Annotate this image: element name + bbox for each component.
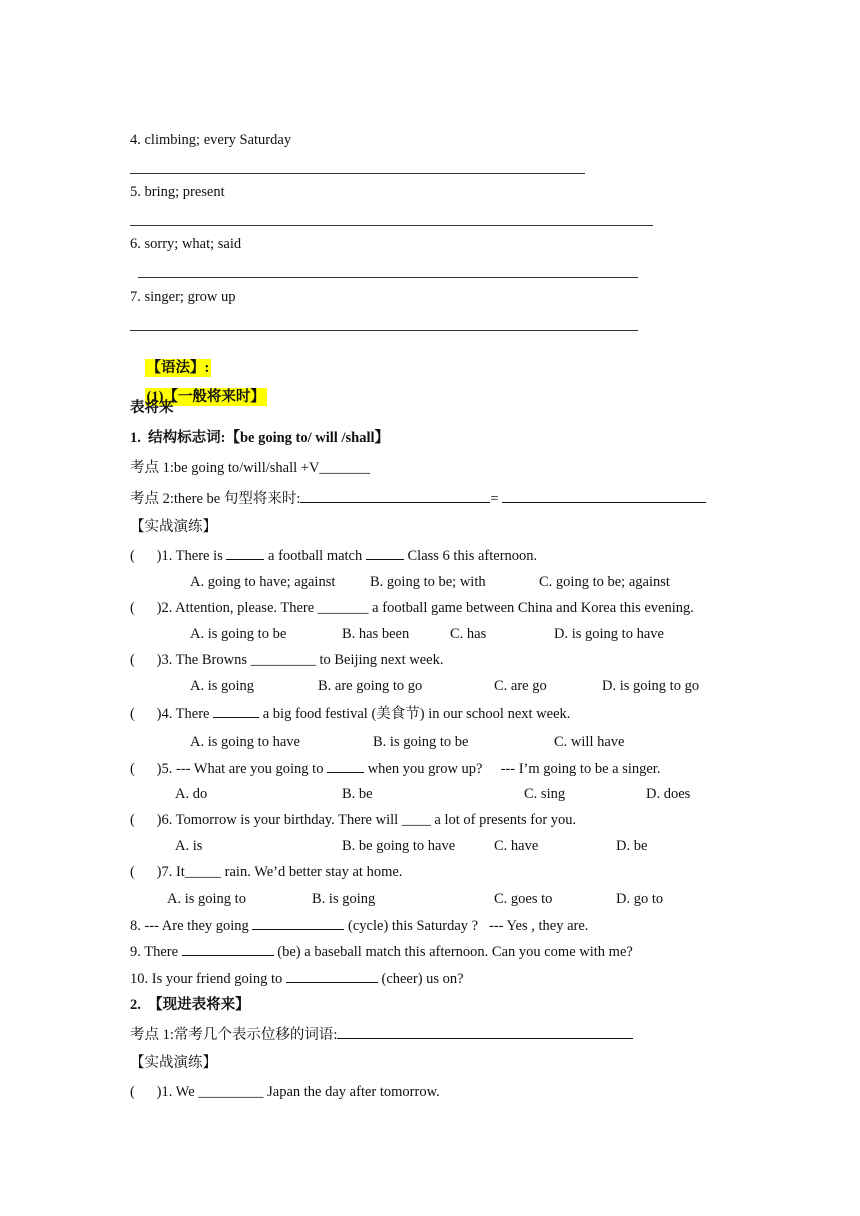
question-7: ( )7. It_____ rain. We’d better stay at home.: [130, 864, 403, 880]
answer-line-6[interactable]: [138, 277, 638, 278]
practice-heading: 【实战演练】: [130, 519, 217, 535]
grammar-heading-label: 【语法】:: [146, 360, 210, 376]
q4-option-b[interactable]: B. is going to be: [373, 734, 469, 750]
q6-option-c[interactable]: C. have: [494, 838, 539, 854]
answer-line-5[interactable]: [130, 225, 653, 226]
structure-heading: 1. 结构标志词:【be going to/ will /shall】: [130, 430, 390, 446]
q4-option-a[interactable]: A. is going to have: [190, 734, 300, 750]
sentence-prompt-4: 4. climbing; every Saturday: [130, 132, 292, 148]
question-1-blank-1[interactable]: [226, 546, 264, 560]
q4-option-c[interactable]: C. will have: [554, 734, 625, 750]
q7-option-d[interactable]: D. go to: [616, 891, 664, 907]
q5-option-c[interactable]: C. sing: [524, 786, 566, 802]
sentence-prompt-5: 5. bring; present: [130, 184, 225, 200]
answer-line-7[interactable]: [130, 330, 638, 331]
section-2-point-1-blank[interactable]: [337, 1025, 633, 1039]
fill-in-9: 9. There (be) a baseball match this afternoon. Can you come with me?: [130, 944, 633, 960]
fill-in-9-blank[interactable]: [182, 942, 274, 956]
point-2-blank-2[interactable]: [502, 489, 706, 503]
point-1: 考点 1:be going to/will/shall +V_______: [130, 460, 371, 476]
question-4: ( )4. There a big food festival (美食节) in our school next week.: [130, 706, 571, 722]
q1-option-a[interactable]: A. going to have; against: [190, 574, 336, 590]
q5-option-b[interactable]: B. be: [342, 786, 373, 802]
section-2-question-1: ( )1. We _________ Japan the day after tomorrow.: [130, 1084, 440, 1100]
question-1: ( )1. There is a football match Class 6 this afternoon.: [130, 548, 538, 564]
fill-in-8-blank[interactable]: [252, 916, 344, 930]
fill-in-10-blank[interactable]: [286, 969, 378, 983]
q6-option-d[interactable]: D. be: [616, 838, 648, 854]
question-2: ( )2. Attention, please. There _______ a football game between China and Korea this evening.: [130, 600, 694, 616]
q1-option-b[interactable]: B. going to be; with: [370, 574, 486, 590]
fill-in-10: 10. Is your friend going to (cheer) us on?: [130, 971, 464, 987]
question-5-blank[interactable]: [327, 759, 364, 773]
fill-in-8: 8. --- Are they going (cycle) this Saturday ? --- Yes , they are.: [130, 918, 589, 934]
q6-option-a[interactable]: A. is: [175, 838, 203, 854]
q2-option-c[interactable]: C. has: [450, 626, 487, 642]
q7-option-b[interactable]: B. is going: [312, 891, 376, 907]
q7-option-a[interactable]: A. is going to: [167, 891, 246, 907]
practice-heading-2: 【实战演练】: [130, 1055, 217, 1071]
q2-option-a[interactable]: A. is going to be: [190, 626, 287, 642]
q2-option-d[interactable]: D. is going to have: [554, 626, 664, 642]
tense-heading-label: (1)【一般将来时】: [146, 389, 265, 405]
q3-option-c[interactable]: C. are go: [494, 678, 547, 694]
question-3: ( )3. The Browns _________ to Beijing next week.: [130, 652, 444, 668]
q3-option-b[interactable]: B. are going to go: [318, 678, 423, 694]
question-4-blank[interactable]: [213, 704, 259, 718]
sentence-prompt-7: 7. singer; grow up: [130, 289, 236, 305]
q1-option-c[interactable]: C. going to be; against: [539, 574, 670, 590]
question-6: ( )6. Tomorrow is your birthday. There will ____ a lot of presents for you.: [130, 812, 577, 828]
meaning-label: 表将来: [130, 400, 174, 416]
point-2-equals: =: [490, 491, 499, 507]
section-2-heading: 2. 【现进表将来】: [130, 997, 250, 1013]
q5-option-d[interactable]: D. does: [646, 786, 691, 802]
answer-line-4[interactable]: [130, 173, 585, 174]
q3-option-d[interactable]: D. is going to go: [602, 678, 700, 694]
point-2: [130, 489, 706, 508]
q7-option-c[interactable]: C. goes to: [494, 891, 553, 907]
q6-option-b[interactable]: B. be going to have: [342, 838, 456, 854]
question-5: ( )5. --- What are you going to when you grow up? --- I’m going to be a singer.: [130, 761, 661, 777]
q3-option-a[interactable]: A. is going: [190, 678, 255, 694]
point-2-blank-1[interactable]: [300, 489, 490, 503]
section-2-point-1: 考点 1:常考几个表示位移的词语:: [130, 1025, 633, 1044]
sentence-prompt-6: 6. sorry; what; said: [130, 236, 242, 252]
q5-option-a[interactable]: A. do: [175, 786, 208, 802]
point-2-label: 考点 2:there be 句型将来时:: [130, 491, 301, 507]
question-1-blank-2[interactable]: [366, 546, 404, 560]
q2-option-b[interactable]: B. has been: [342, 626, 410, 642]
